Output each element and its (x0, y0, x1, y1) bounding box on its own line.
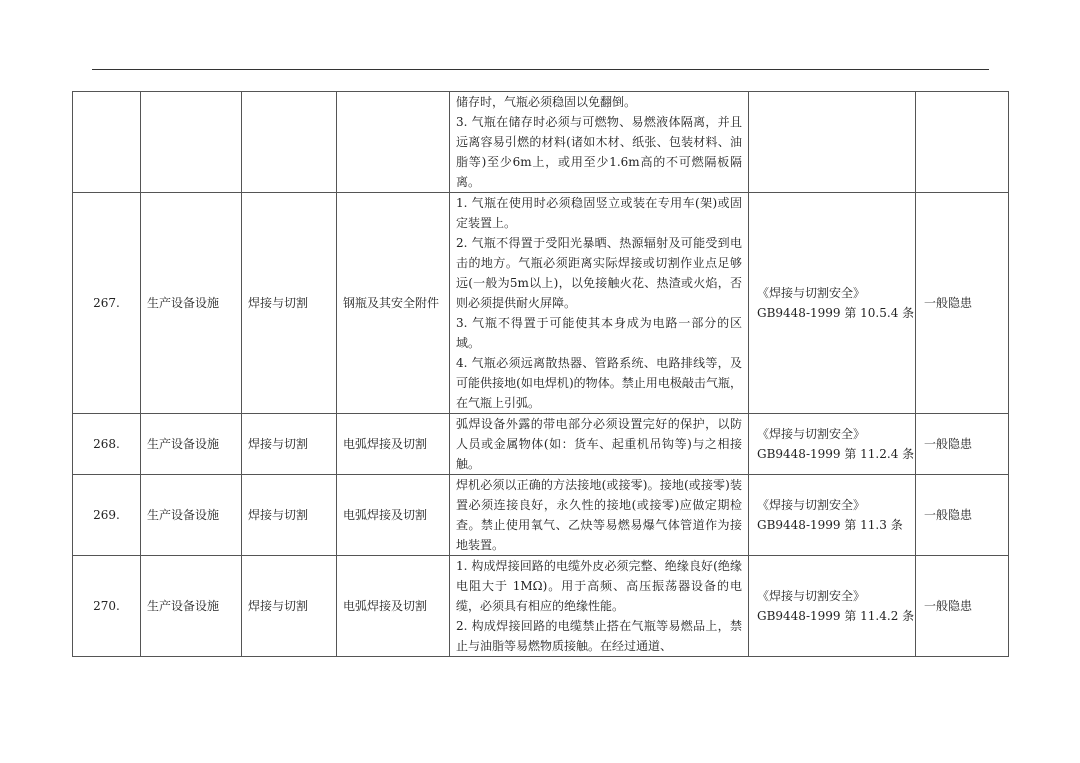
requirement-paragraph: 1. 构成焊接回路的电缆外皮必须完整、绝缘良好(绝缘电阻大于 1MΩ)。用于高频、高压振荡器设备的电缆，必须具有相应的绝缘性能。 (456, 559, 742, 613)
item-cell: 钢瓶及其安全附件 (337, 193, 450, 414)
basis-clause: GB9448-1999 第 11.4.2 条 (757, 609, 915, 623)
item-cell: 电弧焊接及切割 (337, 475, 450, 556)
hazard-level-cell: 一般隐患 (916, 475, 1009, 556)
table-row (73, 193, 1009, 414)
requirement-paragraph: 弧焊设备外露的带电部分必须设置完好的保护，以防人员或金属物体(如：货车、起重机吊钩等)与之相接触。 (456, 417, 742, 471)
basis-title: 《焊接与切割安全》 (757, 498, 866, 512)
subcategory-cell (242, 92, 337, 193)
subcategory-cell: 焊接与切割 (242, 475, 337, 556)
subcategory-cell: 焊接与切割 (242, 556, 337, 657)
basis-clause: GB9448-1999 第 11.3 条 (757, 518, 903, 532)
basis-clause: GB9448-1999 第 11.2.4 条 (757, 447, 915, 461)
basis-clause: GB9448-1999 第 10.5.4 条 (757, 306, 915, 320)
basis-title: 《焊接与切割安全》 (757, 589, 866, 603)
category-cell: 生产设备设施 (141, 475, 242, 556)
basis-cell (749, 92, 916, 193)
requirements-cell (450, 475, 749, 556)
basis-cell (749, 414, 916, 475)
basis-cell (749, 475, 916, 556)
row-number: 269. (73, 475, 141, 556)
item-cell: 电弧焊接及切割 (337, 414, 450, 475)
basis-title: 《焊接与切割安全》 (757, 286, 866, 300)
hazard-level-cell (916, 92, 1009, 193)
subcategory-cell: 焊接与切割 (242, 193, 337, 414)
requirements-cell (450, 556, 749, 657)
table-row (73, 92, 1009, 193)
requirement-paragraph: 3. 气瓶在储存时必须与可燃物、易燃液体隔离，并且远离容易引燃的材料(诸如木材、纸张、包装材料、油脂等)至少6m上，或用至少1.6m高的不可燃隔板隔离。 (456, 115, 742, 189)
category-cell (141, 92, 242, 193)
hazard-level-cell: 一般隐患 (916, 556, 1009, 657)
subcategory-cell: 焊接与切割 (242, 414, 337, 475)
requirements-cell (450, 92, 749, 193)
row-number: 268. (73, 414, 141, 475)
requirement-paragraph: 2. 气瓶不得置于受阳光暴晒、热源辐射及可能受到电击的地方。气瓶必须距离实际焊接或切割作业点足够远(一般为5m以上)，以免接触火花、热渣或火焰，否则必须提供耐火屏障。 (456, 236, 742, 310)
basis-title: 《焊接与切割安全》 (757, 427, 866, 441)
requirement-paragraph: 储存时，气瓶必须稳固以免翻倒。 (456, 95, 637, 109)
requirement-paragraph: 1. 气瓶在使用时必须稳固竖立或装在专用车(架)或固定装置上。 (456, 196, 742, 230)
basis-cell (749, 556, 916, 657)
hazard-level-cell: 一般隐患 (916, 414, 1009, 475)
requirements-cell (450, 414, 749, 475)
requirements-cell (450, 193, 749, 414)
hazard-level-cell: 一般隐患 (916, 193, 1009, 414)
row-number: 270. (73, 556, 141, 657)
table-row (73, 414, 1009, 475)
header-rule (92, 69, 989, 70)
row-number: 267. (73, 193, 141, 414)
table-row (73, 475, 1009, 556)
item-cell (337, 92, 450, 193)
requirement-paragraph: 3. 气瓶不得置于可能使其本身成为电路一部分的区域。 (456, 316, 742, 350)
item-cell: 电弧焊接及切割 (337, 556, 450, 657)
requirement-paragraph: 4. 气瓶必须远离散热器、管路系统、电路排线等，及可能供接地(如电焊机)的物体。禁止用电极敲击气瓶，在气瓶上引弧。 (456, 356, 742, 410)
table-row (73, 556, 1009, 657)
requirement-paragraph: 焊机必须以正确的方法接地(或接零)。接地(或接零)装置必须连接良好，永久性的接地(或接零)应做定期检查。禁止使用氧气、乙炔等易燃易爆气体管道作为接地装置。 (456, 478, 742, 552)
row-number (73, 92, 141, 193)
requirement-paragraph: 2. 构成焊接回路的电缆禁止搭在气瓶等易燃品上，禁止与油脂等易燃物质接触。在经过通道、 (456, 619, 742, 653)
basis-cell (749, 193, 916, 414)
category-cell: 生产设备设施 (141, 193, 242, 414)
category-cell: 生产设备设施 (141, 556, 242, 657)
hazard-table (72, 91, 1009, 657)
category-cell: 生产设备设施 (141, 414, 242, 475)
